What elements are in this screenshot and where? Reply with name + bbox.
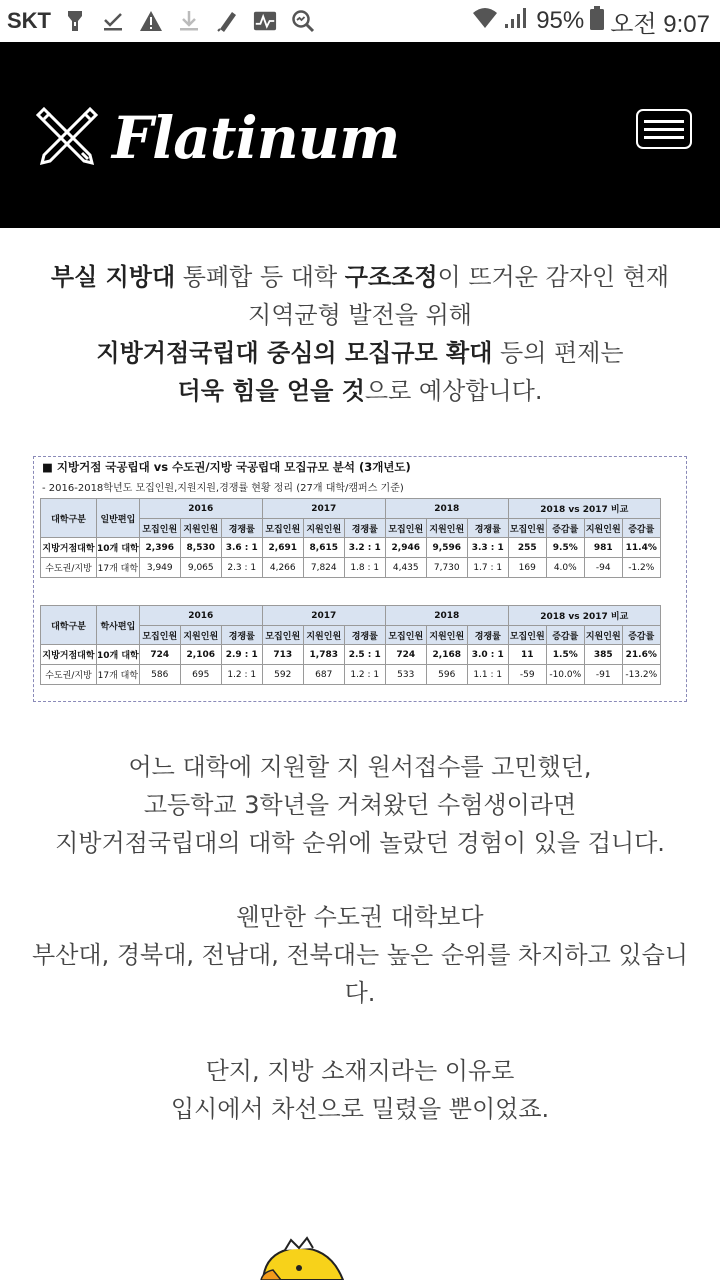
general-transfer-table [40, 498, 661, 578]
row-label: 수도권/지방 [41, 665, 97, 685]
sub-header: 경쟁률 [221, 626, 262, 645]
row-count: 10개 대학 [97, 645, 140, 665]
intro-paragraph [0, 258, 720, 410]
table-cell: 3.0 : 1 [467, 645, 508, 665]
recruitment-table-image [33, 456, 687, 702]
table-cell: 4,266 [262, 558, 303, 578]
intro-bold: 지방거점국립대 중심의 모집규모 확대 [96, 339, 493, 367]
intro-text: 등의 편제는 [492, 339, 624, 367]
sub-header: 증감률 [622, 519, 660, 538]
table-cell: 3.3 : 1 [467, 538, 508, 558]
compare-header: 2018 vs 2017 비교 [508, 499, 660, 519]
sub-header: 경쟁률 [467, 626, 508, 645]
site-logo[interactable] [36, 104, 399, 172]
pencil-cross-icon [36, 105, 98, 171]
body-line: 고등학교 3학년을 거쳐왔던 수험생이라면 [143, 791, 577, 819]
row-label: 수도권/지방 [41, 558, 97, 578]
table-cell: 1.2 : 1 [344, 665, 385, 685]
table-cell: 8,615 [303, 538, 344, 558]
sub-header: 모집인원 [385, 626, 426, 645]
row-count: 17개 대학 [97, 558, 140, 578]
intro-bold: 부실 지방대 [50, 263, 176, 291]
table-cell: 385 [584, 645, 622, 665]
battery-icon [590, 6, 604, 37]
table-cell: 2,106 [180, 645, 221, 665]
table-cell: 2,168 [426, 645, 467, 665]
table-cell: -13.2% [622, 665, 660, 685]
sub-header: 지원인원 [180, 519, 221, 538]
body-paragraph-3 [0, 1052, 720, 1128]
table-row [41, 538, 661, 558]
sub-header: 지원인원 [426, 519, 467, 538]
table-cell: 21.6% [622, 645, 660, 665]
body-paragraph-2 [0, 898, 720, 1012]
status-bar [0, 0, 720, 42]
table-cell: 1,783 [303, 645, 344, 665]
table-cell: 4,435 [385, 558, 426, 578]
sub-header: 증감률 [546, 519, 584, 538]
table-cell: 1.5% [546, 645, 584, 665]
intro-text: 이 뜨거운 감자인 현재 [437, 263, 670, 291]
pen-icon [215, 9, 239, 33]
table-cell: 4.0% [546, 558, 584, 578]
table-cell: 9.5% [546, 538, 584, 558]
sub-header: 모집인원 [508, 626, 546, 645]
intro-bold: 구조조정 [344, 263, 438, 291]
table-cell: 3.6 : 1 [221, 538, 262, 558]
body-line: 지방거점국립대의 대학 순위에 놀랐던 경험이 있을 겁니다. [55, 829, 665, 857]
table-cell: 724 [385, 645, 426, 665]
table-cell: 695 [180, 665, 221, 685]
bachelor-transfer-table [40, 605, 661, 685]
year-header: 2016 [139, 606, 262, 626]
sub-header: 경쟁률 [344, 519, 385, 538]
hamburger-menu-icon-bar [644, 120, 684, 123]
table-row [41, 645, 661, 665]
table-row [41, 558, 661, 578]
year-header: 2018 [385, 499, 508, 519]
sub-header: 모집인원 [262, 519, 303, 538]
table-cell: 3,949 [139, 558, 180, 578]
table-cell: 255 [508, 538, 546, 558]
col-header: 일반편입 [97, 499, 140, 538]
col-header: 대학구분 [41, 606, 97, 645]
signal-icon [504, 7, 530, 36]
intro-line [0, 258, 720, 296]
table-cell: 9,065 [180, 558, 221, 578]
download-icon [177, 9, 201, 33]
table-cell: 533 [385, 665, 426, 685]
body-line: 입시에서 차선으로 밀렸을 뿐이었죠. [170, 1095, 550, 1123]
search-zoom-icon [291, 9, 315, 33]
intro-line: 지역균형 발전을 위해 [248, 301, 472, 329]
table-cell: 586 [139, 665, 180, 685]
sub-header: 모집인원 [139, 519, 180, 538]
figure-title: ■ 지방거점 국공립대 vs 수도권/지방 국공립대 모집규모 분석 (3개년도) [42, 460, 411, 474]
row-count: 10개 대학 [97, 538, 140, 558]
flashlight-icon [63, 9, 87, 33]
compare-header: 2018 vs 2017 비교 [508, 606, 660, 626]
hamburger-menu-button[interactable] [636, 109, 692, 149]
year-header: 2016 [139, 499, 262, 519]
wifi-icon [472, 7, 498, 36]
year-header: 2018 [385, 606, 508, 626]
sub-header: 경쟁률 [344, 626, 385, 645]
sub-header: 지원인원 [303, 519, 344, 538]
duck-mascot-image [255, 1236, 355, 1284]
table-cell: 713 [262, 645, 303, 665]
sub-header: 경쟁률 [467, 519, 508, 538]
sub-header: 모집인원 [508, 519, 546, 538]
logo-text: Flatinum [112, 104, 400, 172]
row-label: 지방거점대학 [41, 645, 97, 665]
table-cell: 2,396 [139, 538, 180, 558]
table-cell: 592 [262, 665, 303, 685]
table-cell: 9,596 [426, 538, 467, 558]
intro-bold: 더욱 힘을 얻을 것 [177, 377, 365, 405]
row-count: 17개 대학 [97, 665, 140, 685]
table-cell: 1.2 : 1 [221, 665, 262, 685]
carrier-label: SKT [7, 8, 51, 33]
table-cell: 7,730 [426, 558, 467, 578]
table-cell: -10.0% [546, 665, 584, 685]
battery-percent: 95% [536, 7, 585, 34]
sub-header: 지원인원 [584, 626, 622, 645]
body-line: 어느 대학에 지원할 지 원서접수를 고민했던, [128, 753, 592, 781]
table-cell: -59 [508, 665, 546, 685]
status-right [472, 0, 710, 42]
table-cell: 2,691 [262, 538, 303, 558]
sub-header: 지원인원 [303, 626, 344, 645]
figure-subtitle: - 2016-2018학년도 모집인원,지원지원,경쟁률 현황 정리 (27개 대학/캠퍼스 기준) [42, 483, 404, 494]
table-cell: 3.2 : 1 [344, 538, 385, 558]
year-header: 2017 [262, 499, 385, 519]
hamburger-menu-icon-bar [644, 128, 684, 131]
intro-text: 으로 예상합니다. [364, 377, 543, 405]
table-cell: -1.2% [622, 558, 660, 578]
download-done-icon [101, 9, 125, 33]
table-cell: 11.4% [622, 538, 660, 558]
sub-header: 모집인원 [139, 626, 180, 645]
body-paragraph-1 [0, 748, 720, 862]
table-cell: -91 [584, 665, 622, 685]
body-line: 단지, 지방 소재지라는 이유로 [205, 1057, 515, 1085]
table-cell: -94 [584, 558, 622, 578]
notification-icons [63, 9, 315, 33]
table-cell: 1.8 : 1 [344, 558, 385, 578]
col-header: 학사편입 [97, 606, 140, 645]
table-cell: 2.5 : 1 [344, 645, 385, 665]
table-cell: 7,824 [303, 558, 344, 578]
table-cell: 11 [508, 645, 546, 665]
intro-line [0, 334, 720, 372]
intro-text: 통폐합 등 대학 [175, 263, 345, 291]
table-cell: 596 [426, 665, 467, 685]
table-cell: 169 [508, 558, 546, 578]
table-cell: 2,946 [385, 538, 426, 558]
hamburger-menu-icon-bar [644, 136, 684, 139]
activity-icon [253, 9, 277, 33]
sub-header: 지원인원 [426, 626, 467, 645]
year-header: 2017 [262, 606, 385, 626]
table-cell: 1.7 : 1 [467, 558, 508, 578]
table-cell: 8,530 [180, 538, 221, 558]
body-line: 다. [344, 979, 376, 1007]
sub-header: 모집인원 [385, 519, 426, 538]
sub-header: 증감률 [622, 626, 660, 645]
sub-header: 경쟁률 [221, 519, 262, 538]
sub-header: 지원인원 [584, 519, 622, 538]
clock: 오전 9:07 [610, 10, 710, 38]
intro-line [0, 372, 720, 410]
table-cell: 1.1 : 1 [467, 665, 508, 685]
table-cell: 981 [584, 538, 622, 558]
row-label: 지방거점대학 [41, 538, 97, 558]
col-header: 대학구분 [41, 499, 97, 538]
table-cell: 687 [303, 665, 344, 685]
table-cell: 2.3 : 1 [221, 558, 262, 578]
table-row [41, 665, 661, 685]
body-line: 부산대, 경북대, 전남대, 전북대는 높은 순위를 차지하고 있습니 [32, 941, 688, 969]
table-cell: 2.9 : 1 [221, 645, 262, 665]
table-cell: 724 [139, 645, 180, 665]
sub-header: 지원인원 [180, 626, 221, 645]
warning-icon [139, 9, 163, 33]
sub-header: 모집인원 [262, 626, 303, 645]
body-line: 웬만한 수도권 대학보다 [236, 903, 484, 931]
sub-header: 증감률 [546, 626, 584, 645]
site-header [0, 42, 720, 228]
